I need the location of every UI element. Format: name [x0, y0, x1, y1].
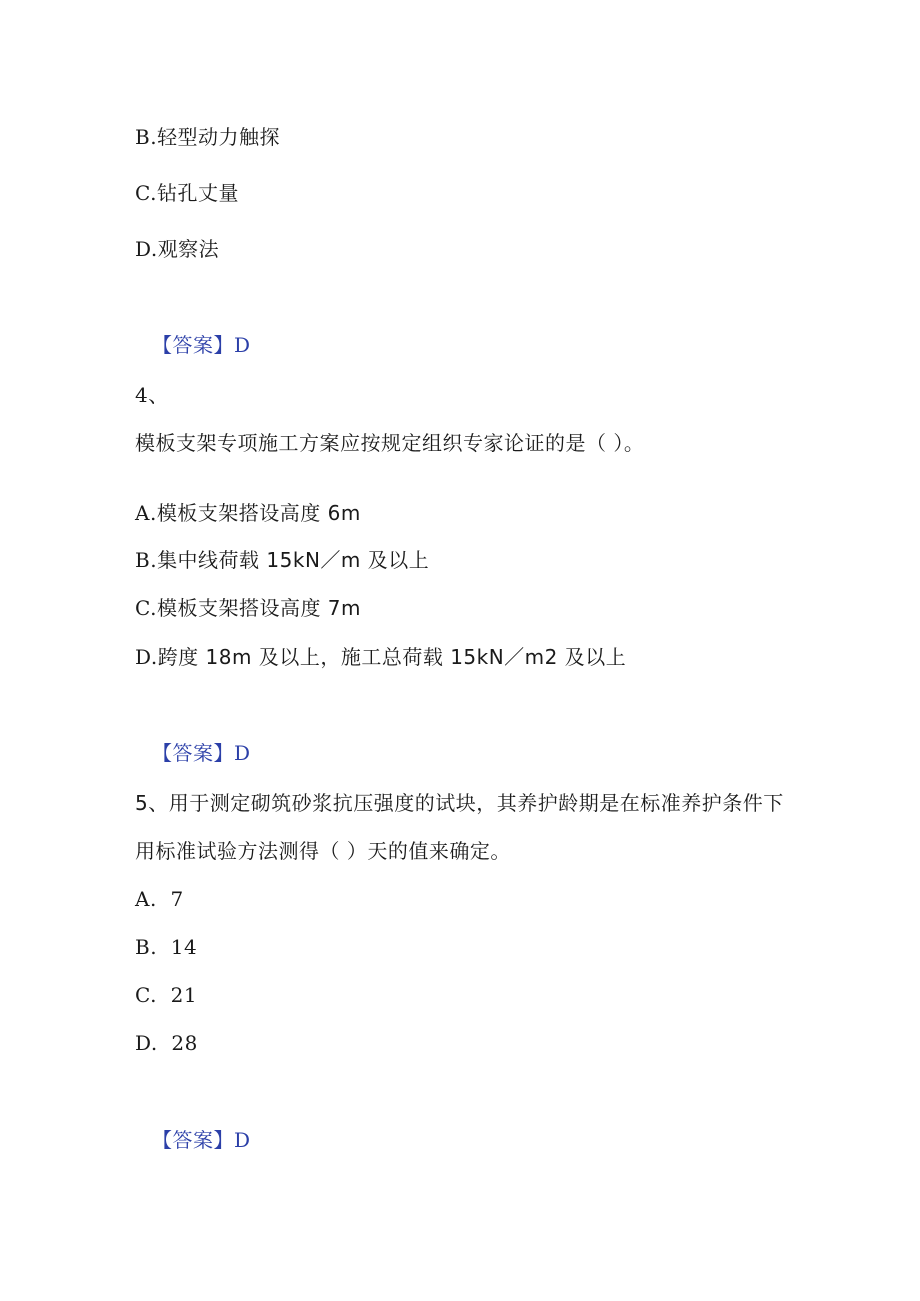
- q5-option-d: [135, 1030, 198, 1056]
- option-text: 模板支架搭设高度 7m: [156, 596, 362, 620]
- q4-option-a: [135, 500, 361, 526]
- option-text: 14: [170, 935, 198, 959]
- option-letter: C.: [135, 596, 157, 620]
- answer-value: D: [234, 741, 251, 765]
- option-text: 轻型动力触探: [157, 125, 281, 149]
- q5-answer: [152, 1127, 251, 1153]
- option-letter: D.: [135, 237, 158, 261]
- option-text: 观察法: [157, 237, 220, 261]
- q5-option-c: [135, 982, 197, 1008]
- q3-answer: [152, 332, 251, 358]
- option-letter: A.: [135, 501, 157, 525]
- answer-label: 【答案】: [152, 741, 234, 765]
- q4-option-b: [135, 547, 429, 573]
- option-letter: D.: [135, 645, 158, 669]
- option-letter: C.: [135, 983, 157, 1007]
- option-text: 模板支架搭设高度 6m: [156, 501, 361, 525]
- option-text: 21: [170, 983, 198, 1007]
- option-text: 跨度 18m 及以上，施工总荷载 15kN／m2 及以上: [157, 645, 627, 669]
- q4-number: 4、: [135, 383, 169, 407]
- option-letter: B.: [135, 548, 158, 572]
- option-letter: B.: [135, 935, 158, 959]
- option-letter: D.: [135, 1031, 158, 1055]
- q5-option-b: [135, 934, 197, 960]
- q3-option-d: [135, 236, 219, 262]
- option-letter: B.: [135, 125, 158, 149]
- option-text: 28: [171, 1031, 198, 1055]
- q3-option-b: [135, 124, 280, 150]
- q3-option-c: [135, 180, 239, 206]
- answer-label: 【答案】: [152, 1128, 234, 1152]
- option-text: 7: [170, 887, 184, 911]
- answer-label: 【答案】: [152, 333, 234, 357]
- q5-stem-line2: 用标准试验方法测得（ ）天的值来确定。: [135, 839, 511, 863]
- option-letter: C.: [135, 181, 157, 205]
- answer-value: D: [234, 1128, 251, 1152]
- answer-value: D: [234, 333, 251, 357]
- q5-stem-line1: 5、用于测定砌筑砂浆抗压强度的试块，其养护龄期是在标准养护条件下: [135, 791, 784, 815]
- q4-option-d: [135, 644, 626, 670]
- q5-option-a: [135, 886, 184, 912]
- option-letter: A.: [135, 887, 157, 911]
- option-text: 集中线荷载 15kN／m 及以上: [157, 548, 430, 572]
- option-text: 钻孔丈量: [156, 181, 239, 205]
- q4-option-c: [135, 595, 361, 621]
- q4-answer: [152, 740, 251, 766]
- q4-stem: 模板支架专项施工方案应按规定组织专家论证的是（ ）。: [135, 431, 645, 455]
